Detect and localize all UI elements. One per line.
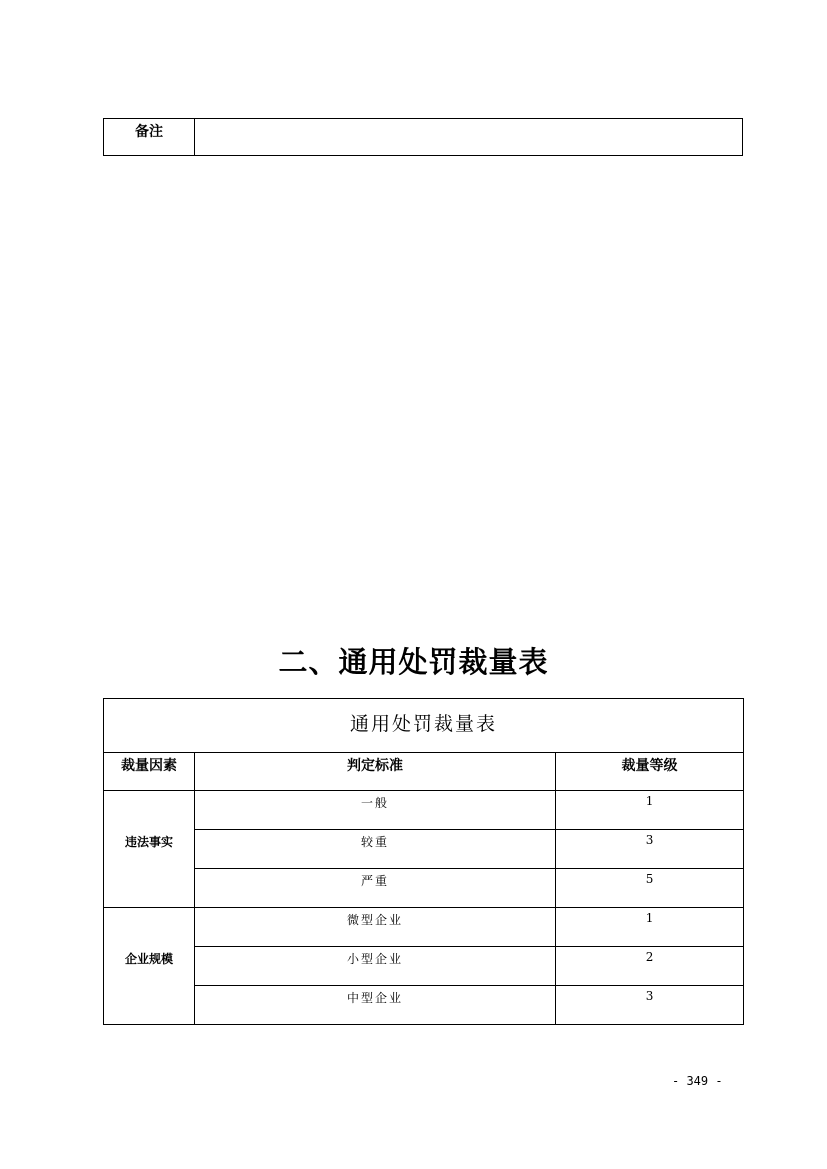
level-cell: 1 — [556, 908, 744, 947]
criterion-cell: 一般 — [195, 791, 556, 830]
table-row — [104, 791, 744, 830]
table-caption: 通用处罚裁量表 — [104, 699, 744, 753]
remark-label: 备注 — [104, 119, 195, 156]
remark-table — [103, 118, 743, 156]
header-factor: 裁量因素 — [104, 753, 195, 791]
level-cell: 5 — [556, 869, 744, 908]
level-cell: 3 — [556, 986, 744, 1025]
header-criterion: 判定标准 — [195, 753, 556, 791]
table-caption-row — [104, 699, 744, 753]
factor-enterprise-scale: 企业规模 — [104, 908, 195, 1025]
penalty-discretion-table — [103, 698, 744, 1025]
criterion-cell: 微型企业 — [195, 908, 556, 947]
level-cell: 2 — [556, 947, 744, 986]
table-row — [104, 908, 744, 947]
factor-violation-facts: 违法事实 — [104, 791, 195, 908]
table-row — [104, 986, 744, 1025]
level-cell: 1 — [556, 791, 744, 830]
level-cell: 3 — [556, 830, 744, 869]
table-header-row — [104, 753, 744, 791]
header-level: 裁量等级 — [556, 753, 744, 791]
table-row — [104, 869, 744, 908]
criterion-cell: 较重 — [195, 830, 556, 869]
page-number: - 349 - — [672, 1074, 723, 1088]
remark-row — [104, 119, 743, 156]
remark-value — [195, 119, 743, 156]
table-row — [104, 947, 744, 986]
table-row — [104, 830, 744, 869]
criterion-cell: 中型企业 — [195, 986, 556, 1025]
criterion-cell: 小型企业 — [195, 947, 556, 986]
section-title: 二、通用处罚裁量表 — [278, 645, 549, 679]
criterion-cell: 严重 — [195, 869, 556, 908]
